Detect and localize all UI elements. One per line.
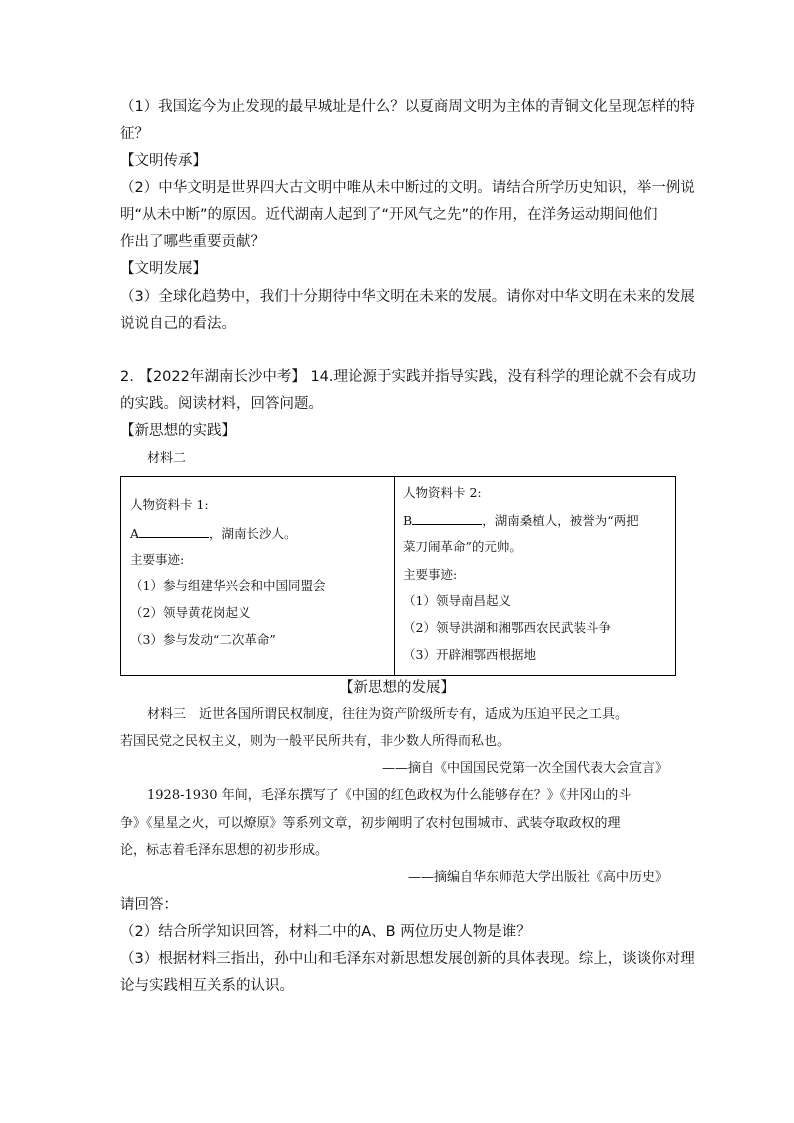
card1-title: 人物资料卡 1: [130, 497, 209, 512]
card1-deeds-label: 主要事迹: [130, 552, 185, 567]
material3-line-3: 1928-1930 年间，毛泽东撰写了《中国的红色政权为什么能够存在？》《井冈山的斗 [147, 788, 632, 803]
q3-line-2: 说说自己的看法。 [120, 316, 236, 332]
material3-line-5: 论，标志着毛泽东思想的初步形成。 [120, 843, 329, 858]
q3-line-1: （3）全球化趋势中，我们十分期待中华文明在未来的发展。请你对中华文明在未来的发展 [120, 289, 695, 305]
material3-line-4: 争》《星星之火，可以燎原》等系列文章，初步阐明了农村包围城市、武装夺取政权的理 [120, 816, 621, 831]
card2-title: 人物资料卡 2: [403, 485, 482, 500]
card2-deeds-label: 主要事迹: [403, 567, 458, 582]
card1-item-2: （2）领导黄花岗起义 [130, 605, 251, 620]
answer-label: 请回答： [120, 897, 178, 913]
card2-blank [412, 512, 482, 525]
card2-item-1: （1）领导南昌起义 [403, 593, 511, 608]
q2-line-3: 作出了哪些重要贡献？ [120, 234, 265, 250]
table-divider [394, 477, 395, 675]
card2-name-suffix: ，湖南桑植人，被誉为“两把 [482, 513, 639, 528]
heading-practice: 【新思想的实践】 [120, 423, 236, 439]
material2-label: 材料二 [147, 451, 187, 466]
material3-source-2: ——摘编自华东师范大学出版社《高中历史》 [407, 870, 668, 885]
card2-line-2: 菜刀闹革命”的元帅。 [403, 539, 522, 554]
answer-q3-line-2: 论与实践相互关系的认识。 [120, 978, 294, 994]
heading-develop-thought: 【新思想的发展】 [339, 680, 455, 696]
card2-name [403, 512, 639, 529]
card1-item-1: （1）参与组建华兴会和中国同盟会 [130, 578, 326, 593]
answer-q2: （2）结合所学知识回答，材料二中的A、B 两位历史人物是谁？ [120, 924, 531, 940]
answer-q3-line-1: （3）根据材料三指出，孙中山和毛泽东对新思想发展创新的具体表现。综上，谈谈你对理 [120, 951, 695, 967]
card2-name-prefix: B [403, 513, 413, 528]
q1-line-2: 征？ [120, 126, 149, 142]
q2-line-1: （2）中华文明是世界四大古文明中唯从未中断过的文明。请结合所学历史知识，举一例说 [120, 180, 695, 196]
material3-line-2: 若国民党之民权主义，则为一般平民所共有，非少数人所得而私也。 [120, 734, 511, 749]
heading-develop: 【文明发展】 [120, 261, 207, 277]
question2-line-1: 2. 【2022年湖南长沙中考】 14.理论源于实践并指导实践，没有科学的理论就不会有成功 [120, 369, 697, 385]
heading-inherit: 【文明传承】 [120, 153, 207, 169]
card1-name-suffix: ，湖南长沙人。 [209, 526, 297, 541]
card1-blank [139, 525, 209, 538]
card1-item-3: （3）参与发动“二次革命” [130, 632, 276, 647]
q2-line-2: 明“从未中断”的原因。近代湖南人起到了“开风气之先”的作用，在洋务运动期间他们 [120, 207, 658, 223]
q1-line-1: （1）我国迄今为止发现的最早城址是什么？以夏商周文明为主体的青铜文化呈现怎样的特 [120, 99, 695, 115]
card1-name-prefix: A [130, 526, 140, 541]
question2-line-2: 的实践。阅读材料，回答问题。 [120, 396, 323, 412]
material2-table [120, 476, 676, 676]
card1-name [130, 525, 297, 542]
material3-source-1: ——摘自《中国国民党第一次全国代表大会宣言》 [381, 761, 668, 776]
material3-line-1: 材料三 近世各国所谓民权制度，往往为资产阶级所专有，适成为压迫平民之工具。 [147, 707, 629, 722]
card2-item-3: （3）开辟湘鄂西根据地 [403, 647, 536, 662]
card2-item-2: （2）领导洪湖和湘鄂西农民武装斗争 [403, 620, 611, 635]
